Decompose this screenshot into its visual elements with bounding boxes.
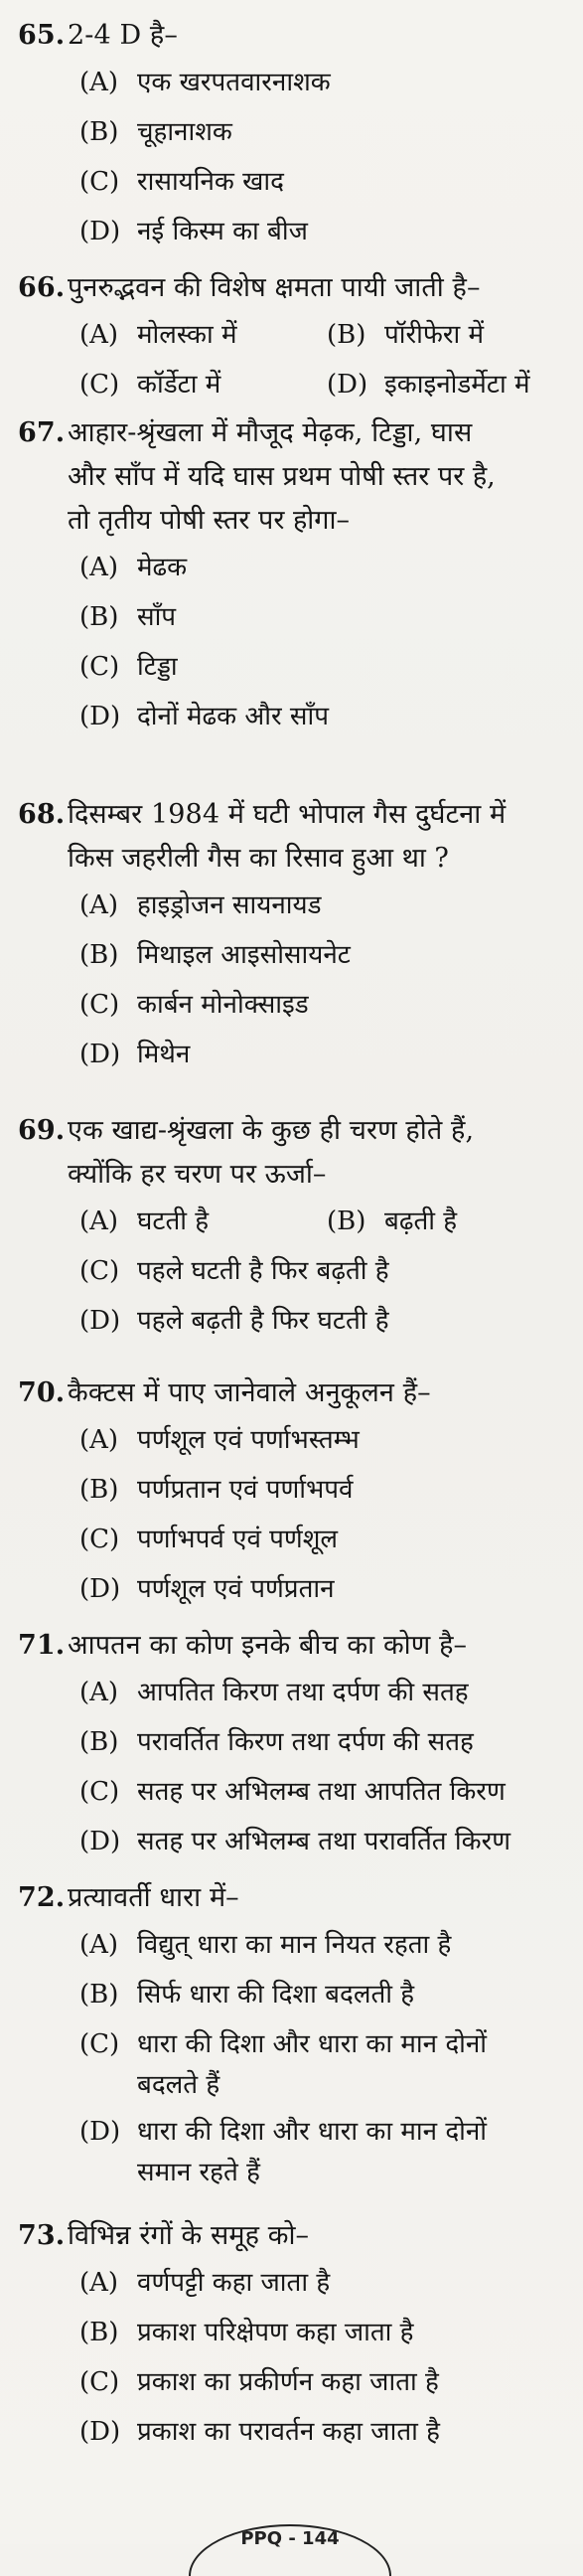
question-number: 73. (18, 2220, 66, 2251)
option-c[interactable] (18, 1515, 574, 1564)
option-a[interactable] (79, 1197, 327, 1246)
page-code-badge: PPQ - 144 (189, 2524, 391, 2576)
question-72 (18, 1876, 574, 2194)
option-d[interactable] (18, 2107, 574, 2157)
option-b[interactable] (18, 1717, 574, 1767)
question-number: 68. (18, 799, 66, 830)
option-text: बढ़ती है (384, 1207, 458, 1236)
question-number: 65. (18, 20, 66, 51)
option-b[interactable] (18, 2308, 574, 2357)
question-text: पुनरुद्भवन की विशेष क्षमता पायी जाती है– (68, 272, 481, 303)
option-text: नई किस्म का बीज (137, 217, 308, 246)
option-text: मिथाइल आइसोसायनेट (137, 940, 351, 970)
option-text: धारा की दिशा और धारा का मान दोनों (137, 2117, 488, 2147)
option-text: कार्बन मोनोक्साइड (137, 990, 309, 1020)
option-label: (B) (79, 117, 119, 147)
option-text: कॉर्डेटा में (137, 370, 221, 400)
question-text-line-2: क्योंकि हर चरण पर ऊर्जा– (68, 1159, 327, 1190)
option-label: (B) (327, 1207, 366, 1236)
option-label: (B) (79, 1980, 119, 2010)
option-label: (D) (79, 217, 121, 246)
option-label: (A) (79, 68, 119, 97)
option-c[interactable] (18, 642, 574, 692)
question-text: एक खाद्य-श्रृंखला के कुछ ही चरण होते हैं, (68, 1115, 475, 1146)
option-text: पर्णाभपर्व एवं पर्णशूल (137, 1525, 339, 1554)
option-text: परावर्तित किरण तथा दर्पण की सतह (137, 1727, 474, 1757)
option-text: पर्णशूल एवं पर्णप्रतान (137, 1574, 335, 1604)
question-text-line-3: तो तृतीय पोषी स्तर पर होगा– (68, 505, 350, 536)
option-label: (D) (79, 702, 121, 731)
option-label: (B) (79, 940, 119, 970)
option-label: (D) (327, 370, 368, 400)
option-a[interactable] (18, 2258, 574, 2308)
option-label: (C) (79, 370, 120, 400)
option-text: वर्णपट्टी कहा जाता है (137, 2268, 331, 2298)
option-b[interactable] (18, 592, 574, 642)
option-label: (A) (79, 1678, 119, 1707)
option-a[interactable] (18, 881, 574, 930)
option-text: मोलस्का में (137, 320, 237, 350)
option-a[interactable] (18, 543, 574, 592)
option-text: पर्णप्रतान एवं पर्णाभपर्व (137, 1475, 354, 1505)
question-67 (18, 411, 574, 741)
option-label: (D) (79, 1306, 121, 1336)
option-label: (D) (79, 2417, 121, 2447)
option-text: पॉरीफेरा में (384, 320, 485, 350)
option-label: (B) (79, 602, 119, 632)
question-text: आपतन का कोण इनके बीच का कोण है– (68, 1630, 468, 1661)
option-label: (B) (327, 320, 366, 350)
option-label: (C) (79, 1256, 120, 1286)
option-d-continuation: समान रहते हैं (137, 2158, 260, 2187)
option-text: विद्युत् धारा का मान नियत रहता है (137, 1930, 452, 1960)
option-d[interactable] (18, 1817, 574, 1866)
option-text: पहले घटती है फिर बढ़ती है (137, 1256, 389, 1286)
option-d[interactable] (18, 2407, 574, 2457)
option-text: सिर्फ धारा की दिशा बदलती है (137, 1980, 415, 2010)
question-number: 71. (18, 1630, 66, 1661)
option-b[interactable] (18, 1970, 574, 2019)
option-c[interactable] (18, 1767, 574, 1817)
option-label: (A) (79, 890, 119, 920)
question-text-line-2: और साँप में यदि घास प्रथम पोषी स्तर पर है, (68, 461, 496, 492)
option-text: मेढक (137, 553, 188, 582)
option-text: पहले बढ़ती है फिर घटती है (137, 1306, 389, 1336)
option-b[interactable] (327, 310, 574, 360)
option-text: साँप (137, 602, 177, 632)
question-68 (18, 793, 574, 1079)
question-text-line-2: किस जहरीली गैस का रिसाव हुआ था ? (68, 843, 449, 874)
option-b[interactable] (18, 107, 574, 157)
option-c-continuation: बदलते हैं (137, 2070, 220, 2100)
question-71 (18, 1624, 574, 1866)
option-a[interactable] (79, 310, 327, 360)
question-66 (18, 266, 574, 409)
question-number: 72. (18, 1882, 66, 1913)
option-a[interactable] (18, 1415, 574, 1465)
option-b[interactable] (327, 1197, 574, 1246)
option-text: एक खरपतवारनाशक (137, 68, 331, 97)
question-number: 67. (18, 417, 66, 448)
option-label: (C) (79, 1777, 120, 1807)
option-text: चूहानाशक (137, 117, 232, 147)
option-c[interactable] (18, 2019, 574, 2069)
option-label: (C) (79, 2367, 120, 2397)
question-text: विभिन्न रंगों के समूह को– (68, 2220, 310, 2251)
option-label: (A) (79, 1207, 119, 1236)
option-b[interactable] (18, 930, 574, 980)
option-text: सतह पर अभिलम्ब तथा आपतित किरण (137, 1777, 506, 1807)
option-text: प्रकाश का प्रकीर्णन कहा जाता है (137, 2367, 439, 2397)
option-text: प्रकाश परिक्षेपण कहा जाता है (137, 2318, 414, 2347)
option-text: टिड्डा (137, 652, 178, 682)
option-c[interactable] (18, 2357, 574, 2407)
question-text: कैक्टस में पाए जानेवाले अनुकूलन हैं– (68, 1377, 431, 1408)
option-label: (A) (79, 553, 119, 582)
option-d[interactable] (18, 692, 574, 741)
option-a[interactable] (18, 58, 574, 107)
question-69 (18, 1109, 574, 1346)
option-label: (C) (79, 2029, 120, 2059)
option-d[interactable] (18, 1030, 574, 1079)
option-text: दोनों मेढक और साँप (137, 702, 329, 731)
option-c[interactable] (18, 980, 574, 1030)
option-label: (D) (79, 1827, 121, 1856)
option-label: (B) (79, 2318, 119, 2347)
option-text: हाइड्रोजन सायनायड (137, 890, 322, 920)
option-label: (C) (79, 1525, 120, 1554)
option-label: (A) (79, 2268, 119, 2298)
question-65 (18, 14, 574, 256)
option-c[interactable] (79, 360, 327, 409)
option-b[interactable] (18, 1465, 574, 1515)
option-text: इकाइनोडर्मेटा में (384, 370, 530, 400)
option-text: घटती है (137, 1207, 210, 1236)
option-a[interactable] (18, 1920, 574, 1970)
option-label: (D) (79, 1574, 121, 1604)
question-73 (18, 2214, 574, 2457)
option-label: (B) (79, 1727, 119, 1757)
option-d[interactable] (18, 1296, 574, 1346)
option-a[interactable] (18, 1668, 574, 1717)
option-label: (C) (79, 167, 120, 197)
question-number: 70. (18, 1377, 66, 1408)
option-c[interactable] (18, 1246, 574, 1296)
option-text: सतह पर अभिलम्ब तथा परावर्तित किरण (137, 1827, 510, 1856)
question-text: दिसम्बर 1984 में घटी भोपाल गैस दुर्घटना में (68, 799, 507, 830)
option-text: आपतित किरण तथा दर्पण की सतह (137, 1678, 469, 1707)
option-text: मिथेन (137, 1040, 191, 1069)
option-label: (D) (79, 2117, 121, 2147)
option-text: रासायनिक खाद (137, 167, 284, 197)
option-text: प्रकाश का परावर्तन कहा जाता है (137, 2417, 440, 2447)
option-d[interactable] (327, 360, 574, 409)
option-d[interactable] (18, 1564, 574, 1614)
question-70 (18, 1371, 574, 1614)
option-label: (A) (79, 1930, 119, 1960)
option-d[interactable] (18, 207, 574, 256)
option-label: (C) (79, 652, 120, 682)
question-text: 2-4 D है– (68, 20, 178, 51)
option-text: धारा की दिशा और धारा का मान दोनों (137, 2029, 488, 2059)
option-c[interactable] (18, 157, 574, 207)
question-text: आहार-श्रृंखला में मौजूद मेढ़क, टिड्डा, घास (68, 417, 473, 448)
option-label: (B) (79, 1475, 119, 1505)
option-text: पर्णशूल एवं पर्णाभस्तम्भ (137, 1425, 360, 1455)
option-label: (A) (79, 320, 119, 350)
question-text: प्रत्यावर्ती धारा में– (68, 1882, 239, 1913)
option-label: (D) (79, 1040, 121, 1069)
question-number: 69. (18, 1115, 66, 1146)
question-number: 66. (18, 272, 66, 303)
option-label: (C) (79, 990, 120, 1020)
option-label: (A) (79, 1425, 119, 1455)
